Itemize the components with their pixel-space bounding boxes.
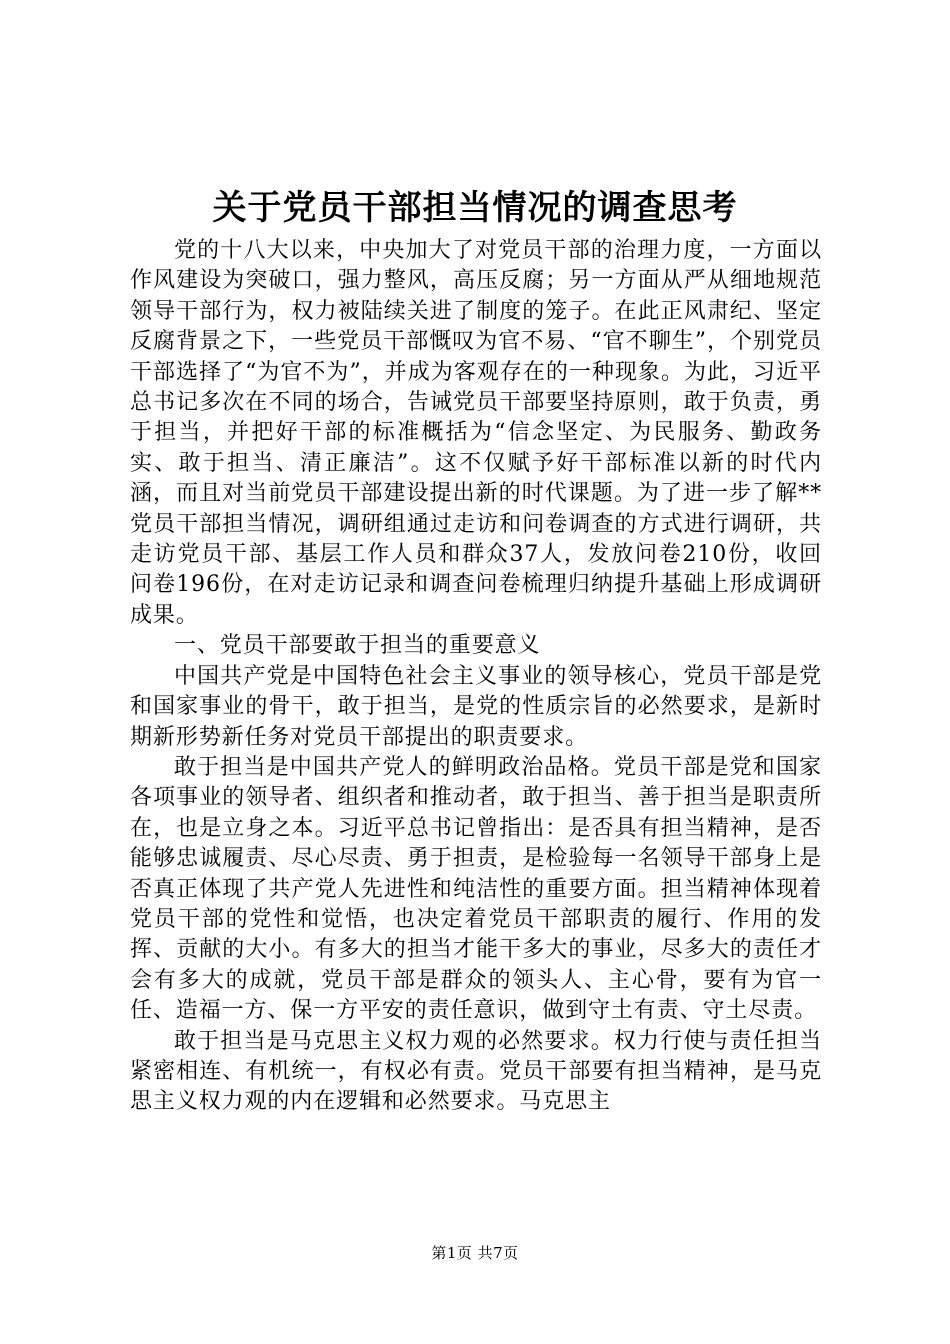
page-footer: 第1页 共7页 [431, 1244, 519, 1262]
document-title: 关于党员干部担当情况的调查思考 [212, 188, 738, 228]
section-heading-1: 一、党员干部要敢于担当的重要意义 [174, 633, 541, 659]
document-body [130, 236, 822, 1118]
paragraph-intro: 党的十八大以来，中央加大了对党员干部的治理力度，一方面以作风建设为突破口，强力整风，高压反腐；另一方面从严从细地规范领导干部行为，权力被陆续关进了制度的笼子。在此正风肃纪、坚定反腐背景之下，一些党员干部慨叹为官不易、“官不聊生”，个别党员干部选择了“为官不为”，并成为客观存在的一种现象。为此，习近平总书记多次在不同的场合，告诫党员干部要坚持原则，敢于负责，勇于担当，并把好干部的标准概括为“信念坚定、为民服务、勤政务实、敢于担当、清正廉洁”。这不仅赋予好干部标准以新的时代内涵，而且对当前党员干部建设提出新的时代课题。为了进一步了解**党员干部担当情况，调研组通过走访和问卷调查的方式进行调研，共走访党员干部、基层工作人员和群众37人，发放问卷210份，收回问卷196份，在对走访记录和调查问卷梳理归纳提升基础上形成调研成果。 [130, 238, 822, 628]
paragraph-power-view: 敢于担当是马克思主义权力观的必然要求。权力行使与责任担当紧密相连、有机统一，有权必有责。党员干部要有担当精神，是马克思主义权力观的内在逻辑和必然要求。马克思主 [130, 1028, 822, 1115]
paragraph-political-character: 敢于担当是中国共产党人的鲜明政治品格。党员干部是党和国家各项事业的领导者、组织者和推动者，敢于担当、善于担当是职责所在，也是立身之本。习近平总书记曾指出：是否具有担当精神，是否能够忠诚履责、尽心尽责、勇于担责，是检验每一名领导干部身上是否真正体现了共产党人先进性和纯洁性的重要方面。担当精神体现着党员干部的党性和觉悟，也决定着党员干部职责的履行、作用的发挥、贡献的大小。有多大的担当才能干多大的事业，尽多大的责任才会有多大的成就，党员干部是群众的领头人、主心骨，要有为官一任、造福一方、保一方平安的责任意识，做到守土有责、守土尽责。 [130, 754, 822, 1024]
paragraph-party-role: 中国共产党是中国特色社会主义事业的领导核心，党员干部是党和国家事业的骨干，敢于担当，是党的性质宗旨的必然要求，是新时期新形势新任务对党员干部提出的职责要求。 [130, 663, 822, 750]
